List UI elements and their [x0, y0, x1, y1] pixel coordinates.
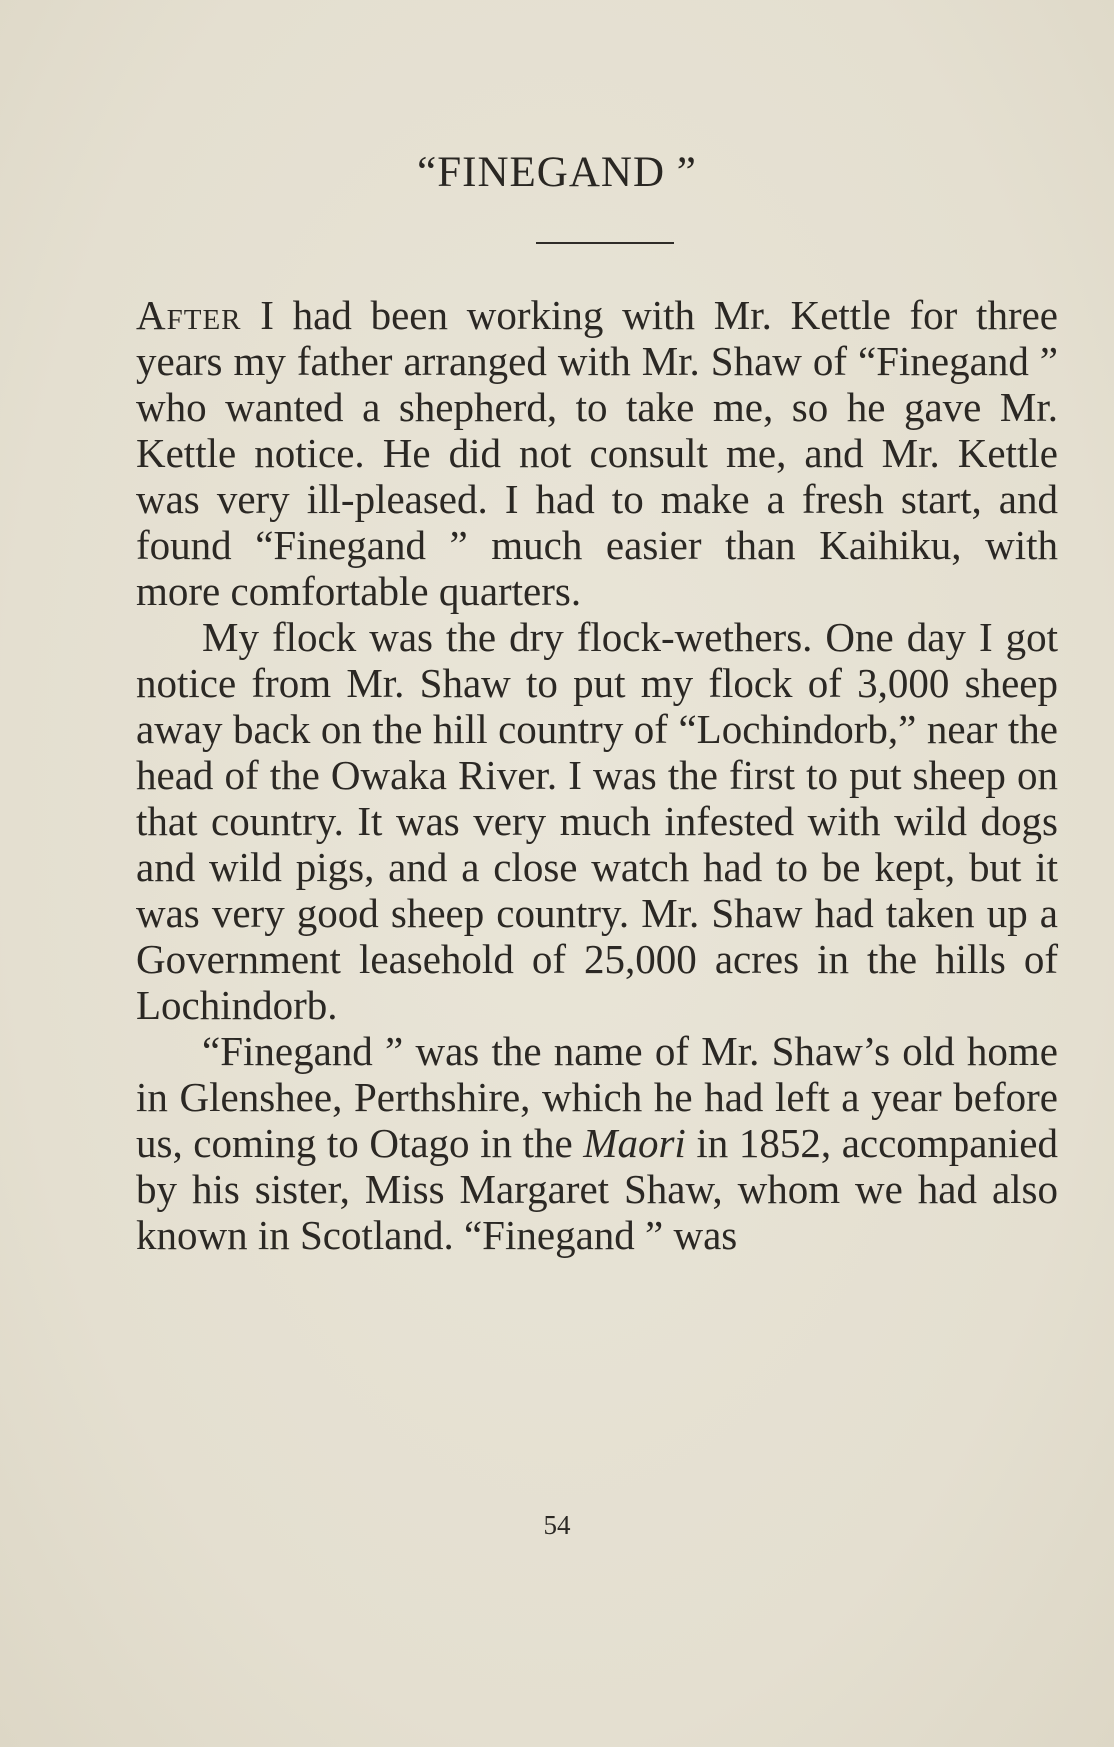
paragraph-lead-word: After: [136, 292, 242, 338]
paragraph-3-text-end: in 1852, accompanied by his sister, Miss Margaret Shaw, whom we had also known in Scotland. “Finegand ” was: [136, 1120, 1058, 1258]
title-rule-divider: [536, 242, 674, 244]
paragraph-1: [136, 292, 1058, 614]
paragraph-1-text: I had been working with Mr. Kettle for three years my father arranged with Mr. Shaw of “Finegand ” who wanted a shepherd, to take me, so he gave Mr. Kettle notice. He did not consult me, and Mr. Kettle was very ill-pleased. I had to make a fresh start, and found “Finegand ” much easier than Kaihiku, with more comfortable quarters.: [136, 292, 1058, 614]
page-number: 54: [543, 1510, 571, 1540]
paragraph-3-text-start: “Finegand ” was the name of Mr. Shaw’s old home in Glenshee, Perthshire, which he had left a year before us, coming to Otago in the: [136, 1028, 1058, 1166]
chapter-title: “FINEGAND ”: [417, 149, 697, 196]
paragraph-2: My flock was the dry flock-wethers. One day I got notice from Mr. Shaw to put my flock of 3,000 sheep away back on the hill country of “Lochindorb,” near the head of the Owaka River. I was the first to put sheep on that country. It was very much infested with wild dogs and wild pigs, and a close watch had to be kept, but it was very good sheep country. Mr. Shaw had taken up a Government leasehold of 25,000 acres in the hills of Lochindorb.: [136, 614, 1058, 1028]
paragraph-3: [136, 1028, 1058, 1258]
body-text: [136, 292, 1058, 1258]
ship-name: Maori: [583, 1120, 686, 1166]
